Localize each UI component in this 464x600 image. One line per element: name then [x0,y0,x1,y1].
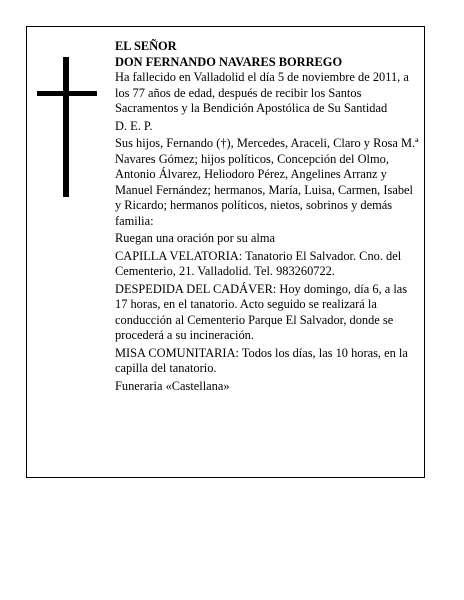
cross-vertical-bar [63,57,69,197]
mass-info: MISA COMUNITARIA: Todos los días, las 10 horas, en la capilla del tanatorio. [115,345,408,375]
funeral-home: Funeraria «Castellana» [115,378,230,393]
family-list: Sus hijos, Fernando (†), Mercedes, Araceli, Claro y Rosa M.ª Navares Gómez; hijos políticos, Concepción del Olmo, Antonio Álvarez, Heliodoro Pérez, Angelines Arranz y Manuel Fernández; hermanos, María, Luisa, Carmen, Isabel y Ricardo; hermanos políticos, nietos, sobrinos y demás familia: [115,136,419,228]
death-announcement: Ha fallecido en Valladolid el día 5 de noviembre de 2011, a los 77 años de edad, después de recibir los Santos Sacramentos y la Bendición Apostólica de Su Santidad [115,70,409,115]
notice-body [115,39,420,396]
deceased-name: DON FERNANDO NAVARES BORREGO [115,54,343,69]
notice-heading: EL SEÑOR [115,39,177,53]
cross-icon [37,57,97,197]
cross-horizontal-bar [37,91,97,96]
rest-in-peace: D. E. P. [115,118,153,133]
prayer-request: Ruegan una oración por su alma [115,231,275,245]
obituary-notice [26,26,425,478]
chapel-info: CAPILLA VELATORIA: Tanatorio El Salvador. Cno. del Cementerio, 21. Valladolid. Tel. 983260722. [115,248,402,278]
farewell-info: DESPEDIDA DEL CADÁVER: Hoy domingo, día 6, a las 17 horas, en el tanatorio. Acto seguido se realizará la conducción al Cementerio Parque El Salvador, donde se procederá a su incineración. [115,281,408,342]
